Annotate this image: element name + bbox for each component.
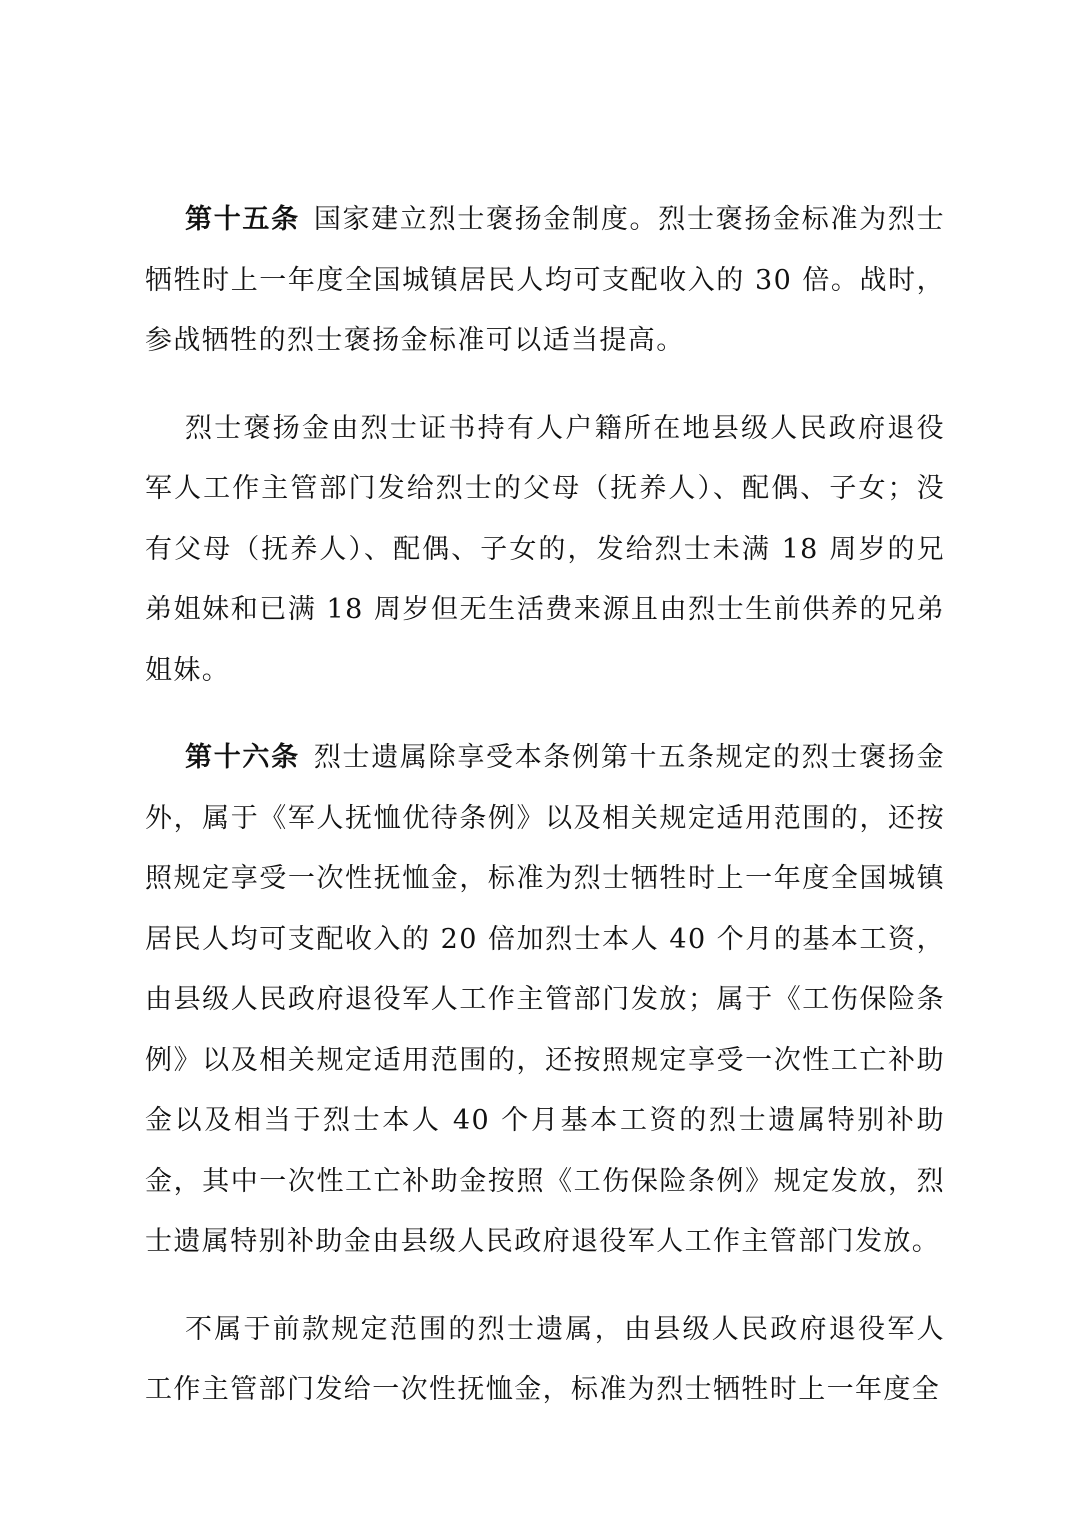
paragraph-article-15-clause-2 [145, 399, 945, 702]
paragraph-text: 烈士褒扬金由烈士证书持有人户籍所在地县级人民政府退役军人工作主管部门发给烈士的父母（抚养人）、配偶、子女；没有父母（抚养人）、配偶、子女的，发给烈士未满 18 周岁的兄弟姐妹和已满 18 周岁但无生活费来源且由烈士生前供养的兄弟姐妹。 [145, 412, 945, 686]
paragraph-text: 不属于前款规定范围的烈士遗属，由县级人民政府退役军人工作主管部门发给一次性抚恤金，标准为烈士牺牲时上一年度全 [145, 1313, 945, 1405]
paragraph-article-16 [145, 728, 945, 1273]
paragraph-text: 烈士遗属除享受本条例第十五条规定的烈士褒扬金外，属于《军人抚恤优待条例》以及相关规定适用范围的，还按照规定享受一次性抚恤金，标准为烈士牺牲时上一年度全国城镇居民人均可支配收入的 20 倍加烈士本人 40 个月的基本工资，由县级人民政府退役军人工作主管部门发放；属于《工伤保险条例》以及相关规定适用范围的，还按照规定享受一次性工亡补助金以及相当于烈士本人 40 个月基本工资的烈士遗属特别补助金，其中一次性工亡补助金按照《工伤保险条例》规定发放，烈士遗属特别补助金由县级人民政府退役军人工作主管部门发放。 [145, 742, 945, 1257]
paragraph-article-15 [145, 190, 945, 372]
article-number: 第十五条 [185, 204, 300, 235]
paragraph-gap [145, 372, 945, 399]
paragraph-gap [145, 1273, 945, 1300]
document-page [145, 190, 945, 1421]
paragraph-article-16-clause-2 [145, 1300, 945, 1421]
paragraph-gap [145, 701, 945, 728]
article-number: 第十六条 [185, 742, 300, 773]
paragraph-text: 国家建立烈士褒扬金制度。烈士褒扬金标准为烈士牺牲时上一年度全国城镇居民人均可支配收入的 30 倍。战时，参战牺牲的烈士褒扬金标准可以适当提高。 [145, 204, 945, 356]
